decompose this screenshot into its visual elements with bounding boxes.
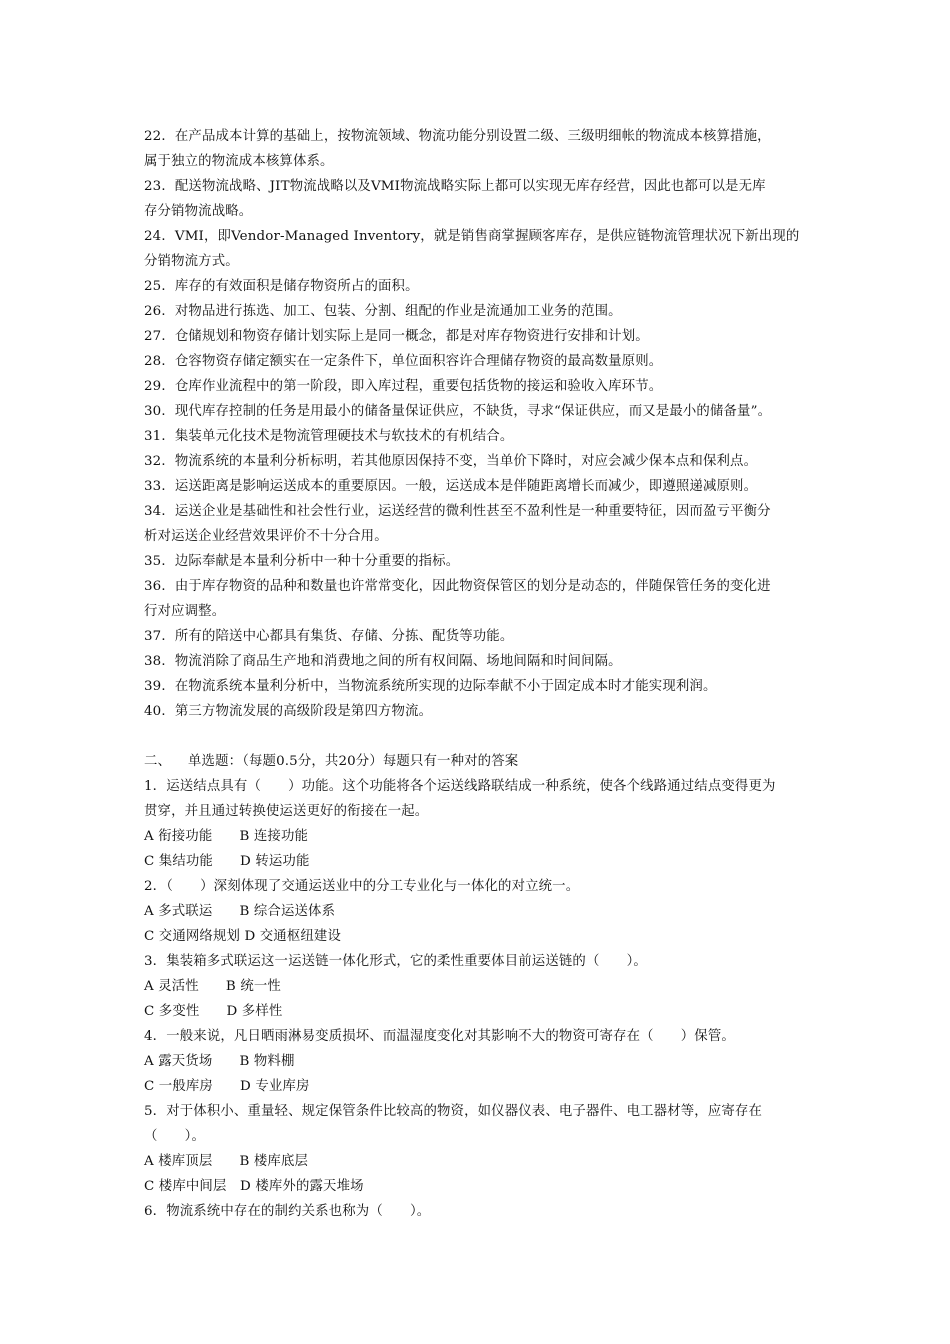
choice-question-line: C 楼库中间层 D 楼库外的露天堆场 xyxy=(144,1179,364,1194)
question-text-line: 属于独立的物流成本核算体系。 xyxy=(144,154,334,169)
choice-question-line: 贯穿，并且通过转换使运送更好的衔接在一起。 xyxy=(144,804,429,819)
question-text-line: 36．由于库存物资的品种和数量也许常常变化，因此物资保管区的划分是动态的，伴随保管任务的变化进 xyxy=(144,579,771,594)
question-text-line: 40．第三方物流发展的高级阶段是第四方物流。 xyxy=(144,704,433,719)
question-text-line: 22．在产品成本计算的基础上，按物流领域、物流功能分别设置二级、三级明细帐的物流成本核算措施， xyxy=(144,129,771,144)
question-item xyxy=(144,299,824,324)
question-text-line: 33．运送距离是影响运送成本的重要原因。一般，运送成本是伴随距离增长而减少，即遵照递减原则。 xyxy=(144,479,758,494)
question-text-line: 29．仓库作业流程中的第一阶段，即入库过程，重要包括货物的接运和验收入库环节。 xyxy=(144,379,663,394)
question-item xyxy=(144,224,824,274)
question-text-line: 32．物流系统的本量利分析标明，若其他原因保持不变，当单价下降时，对应会减少保本点和保利点。 xyxy=(144,454,758,469)
choice-question-line: 2．（ ）深刻体现了交通运送业中的分工专业化与一体化的对立统一。 xyxy=(144,879,580,894)
question-text-line: 39．在物流系统本量利分析中，当物流系统所实现的边际奉献不小于固定成本时才能实现利润。 xyxy=(144,679,717,694)
question-item xyxy=(144,649,824,674)
choice-question-line: C 一般库房 D 专业库房 xyxy=(144,1079,310,1094)
question-item xyxy=(144,474,824,499)
question-text-line: 34．运送企业是基础性和社会性行业，运送经营的微利性甚至不盈利性是一种重要特征，因而盈亏平衡分 xyxy=(144,504,771,519)
question-item xyxy=(144,424,824,449)
question-item xyxy=(144,449,824,474)
choice-question-line: A 楼库顶层 B 楼库底层 xyxy=(144,1154,309,1169)
question-text-line: 行对应调整。 xyxy=(144,604,226,619)
question-text-line: 24．VMI，即Vendor-Managed Inventory，就是销售商掌握顾客库存，是供应链物流管理状况下新出现的 xyxy=(144,229,800,244)
question-item xyxy=(144,324,824,349)
choice-question-line: 6．物流系统中存在的制约关系也称为（ ）。 xyxy=(144,1204,431,1219)
question-item xyxy=(144,574,824,624)
document-page xyxy=(144,124,824,1224)
choice-question-line: （ ）。 xyxy=(144,1129,206,1144)
question-item xyxy=(144,549,824,574)
question-text-line: 28．仓容物资存储定额实在一定条件下，单位面积容许合理储存物资的最高数量原则。 xyxy=(144,354,663,369)
choice-question-line: 4．一般来说，凡日晒雨淋易变质损坏、而温湿度变化对其影响不大的物资可寄存在（ ）保管。 xyxy=(144,1029,735,1044)
question-text-line: 25．库存的有效面积是储存物资所占的面积。 xyxy=(144,279,419,294)
question-text-line: 30．现代库存控制的任务是用最小的储备量保证供应，不缺货，寻求“保证供应，而又是最小的储备量”。 xyxy=(144,404,772,419)
section-title: 单选题：（每题0.5分，共20分）每题只有一种对的答案 xyxy=(188,754,519,769)
choice-question-line: 3．集装箱多式联运这一运送链一体化形式，它的柔性重要体目前运送链的（ ）。 xyxy=(144,954,647,969)
choice-question-line: A 灵活性 B 统一性 xyxy=(144,979,281,994)
question-item xyxy=(144,399,824,424)
question-item xyxy=(144,124,824,174)
question-item xyxy=(144,374,824,399)
section-index: 二、 xyxy=(144,754,172,769)
choice-question-line: C 集结功能 D 转运功能 xyxy=(144,854,310,869)
question-text-line: 37．所有的陪送中心都具有集货、存储、分拣、配货等功能。 xyxy=(144,629,514,644)
choice-question-line: C 多变性 D 多样性 xyxy=(144,1004,283,1019)
multiple-choice-section xyxy=(144,774,824,1224)
question-item xyxy=(144,349,824,374)
choice-question-line: A 衔接功能 B 连接功能 xyxy=(144,829,309,844)
question-text-line: 35．边际奉献是本量利分析中一种十分重要的指标。 xyxy=(144,554,460,569)
question-text-line: 23．配送物流战略、JIT物流战略以及VMI物流战略实际上都可以实现无库存经营，因此也都可以是无库 xyxy=(144,179,766,194)
question-item xyxy=(144,274,824,299)
question-text-line: 38．物流消除了商品生产地和消费地之间的所有权间隔、场地间隔和时间间隔。 xyxy=(144,654,622,669)
question-item xyxy=(144,499,824,549)
choice-question-line: A 多式联运 B 综合运送体系 xyxy=(144,904,336,919)
question-item xyxy=(144,699,824,724)
question-text-line: 存分销物流战略。 xyxy=(144,204,253,219)
question-text-line: 26．对物品进行拣选、加工、包装、分割、组配的作业是流通加工业务的范围。 xyxy=(144,304,622,319)
section-spacer xyxy=(144,724,824,749)
question-text-line: 析对运送企业经营效果评价不十分合用。 xyxy=(144,529,388,544)
choice-question-line: 5．对于体积小、重量轻、规定保管条件比较高的物资，如仪器仪表、电子器件、电工器材等，应寄存在 xyxy=(144,1104,762,1119)
true-false-section xyxy=(144,124,824,724)
question-text-line: 分销物流方式。 xyxy=(144,254,239,269)
choice-question-line: C 交通网络规划 D 交通枢纽建设 xyxy=(144,929,341,944)
section-heading xyxy=(144,749,824,774)
question-item xyxy=(144,674,824,699)
choice-question-line: A 露天货场 B 物料棚 xyxy=(144,1054,295,1069)
question-text-line: 31．集装单元化技术是物流管理硬技术与软技术的有机结合。 xyxy=(144,429,514,444)
question-item xyxy=(144,624,824,649)
question-text-line: 27．仓储规划和物资存储计划实际上是同一概念，都是对库存物资进行安排和计划。 xyxy=(144,329,649,344)
choice-question-line: 1．运送结点具有（ ）功能。这个功能将各个运送线路联结成一种系统，使各个线路通过结点变得更为 xyxy=(144,779,776,794)
question-item xyxy=(144,174,824,224)
